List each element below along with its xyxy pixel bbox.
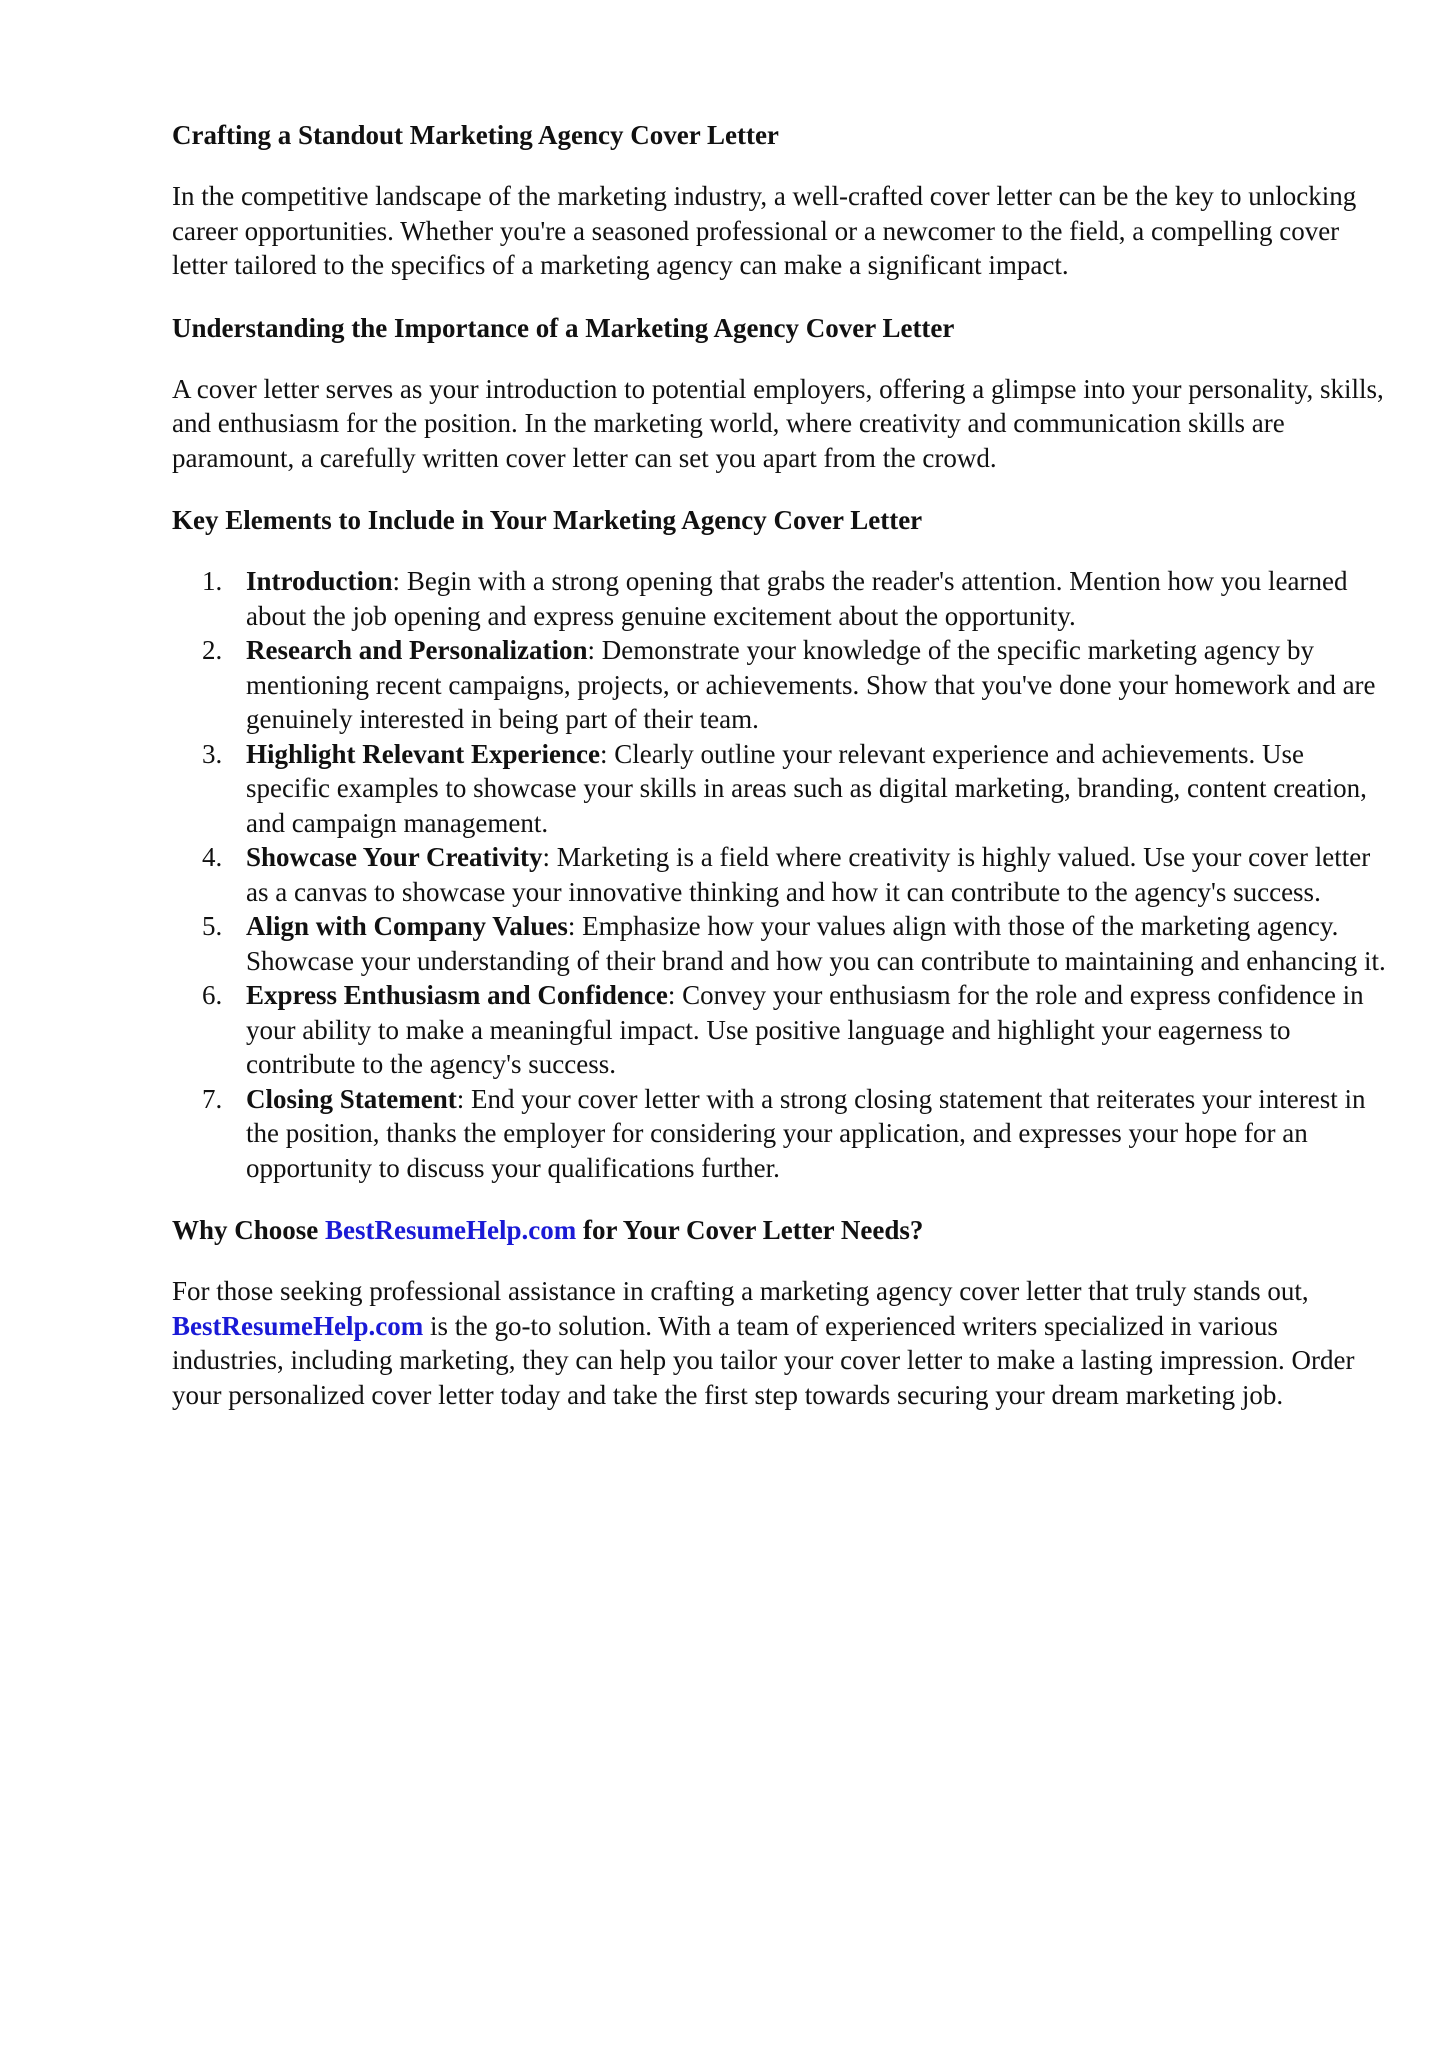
list-item-text: Convey your enthusiasm for the role and express confidence in your ability to make a meaningful impact. Use positive language and highlight your eagerness to contribute to the agency's success. (246, 980, 1364, 1079)
list-item-separator: : (392, 566, 401, 596)
key-elements-list (172, 564, 1392, 1185)
why-choose-heading (172, 1213, 1392, 1247)
list-item-text: Clearly outline your relevant experience and achievements. Use specific examples to showcase your skills in areas such as digital marketing, branding, content creation, and campaign management. (246, 738, 1367, 838)
list-item-text: Marketing is a field where creativity is highly valued. Use your cover letter as a canvas to showcase your innovative thinking and how it can contribute to the agency's success. (246, 842, 1371, 907)
list-item-number: 4. (202, 842, 223, 872)
list-item-number: 7. (202, 1083, 223, 1114)
list-item (172, 564, 1392, 633)
document-title: Crafting a Standout Marketing Agency Cover Letter (172, 120, 779, 150)
importance-heading: Understanding the Importance of a Marketing Agency Cover Letter (172, 312, 955, 343)
importance-paragraph: A cover letter serves as your introduction to potential employers, offering a glimpse into your personality, skills, and enthusiasm for the position. In the marketing world, where creativity and communication skills are paramount, a carefully written cover letter can set you apart from the crowd. (172, 373, 1384, 473)
bestresumehelp-heading-link[interactable]: BestResumeHelp.com (325, 1215, 577, 1245)
list-item-text: Emphasize how your values align with those of the marketing agency. Showcase your understanding of their brand and how you can contribute to maintaining and enhancing it. (246, 911, 1386, 976)
why-choose-paragraph (172, 1274, 1392, 1412)
list-item-term: Research and Personalization (246, 635, 588, 665)
list-item (172, 840, 1392, 909)
why-heading-suffix: for Your Cover Letter Needs? (576, 1215, 924, 1245)
list-item-separator: : (599, 738, 608, 769)
why-text-prefix: For those seeking professional assistance in crafting a marketing agency cover letter that truly stands out, (172, 1276, 1309, 1306)
list-item-term: Showcase Your Creativity (246, 842, 543, 872)
bestresumehelp-text-link[interactable]: BestResumeHelp.com (172, 1310, 424, 1341)
list-item-term: Express Enthusiasm and Confidence (246, 980, 668, 1010)
list-item-separator: : (542, 842, 551, 872)
list-item-separator: : (667, 980, 676, 1010)
list-item-text: Begin with a strong opening that grabs the reader's attention. Mention how you learned about the job opening and express genuine excitement about the opportunity. (246, 566, 1348, 631)
list-item-term: Highlight Relevant Experience (246, 738, 600, 769)
list-item-separator: : (456, 1083, 465, 1114)
list-item-term: Introduction (246, 566, 393, 596)
list-item-number: 6. (202, 980, 223, 1010)
list-item (172, 909, 1392, 978)
list-item (172, 737, 1392, 841)
list-item-separator: : (587, 635, 595, 665)
why-heading-prefix: Why Choose (172, 1215, 326, 1245)
list-item-number: 5. (202, 911, 223, 941)
list-item (172, 1082, 1392, 1186)
list-item-number: 1. (202, 566, 223, 596)
list-item-term: Closing Statement (246, 1083, 457, 1114)
key-elements-heading: Key Elements to Include in Your Marketing Agency Cover Letter (172, 505, 923, 535)
why-text-suffix: is the go-to solution. With a team of experienced writers specialized in various industries, including marketing, they can help you tailor your cover letter to make a lasting impression. Order your personalized cover letter today and take the first step towards securing your dream marketing job. (172, 1310, 1355, 1410)
list-item-separator: : (567, 911, 576, 941)
intro-paragraph: In the competitive landscape of the marketing industry, a well-crafted cover letter can be the key to unlocking career opportunities. Whether you're a seasoned professional or a newcomer to the field, a compelling cover letter tailored to the specifics of a marketing agency can make a significant impact. (172, 181, 1357, 280)
list-item (172, 978, 1392, 1082)
list-item-number: 2. (202, 635, 223, 665)
list-item-text: Demonstrate your knowledge of the specific marketing agency by mentioning recent campaigns, projects, or achievements. Show that you've done your homework and are genuinely interested in being part of their team. (246, 635, 1376, 734)
document-page (172, 118, 1392, 1440)
list-item (172, 633, 1392, 737)
list-item-number: 3. (202, 738, 223, 769)
list-item-text: End your cover letter with a strong closing statement that reiterates your interest in the position, thanks the employer for considering your application, and expresses your hope for an opportunity to discuss your qualifications further. (246, 1083, 1366, 1183)
list-item-term: Align with Company Values (246, 911, 568, 941)
